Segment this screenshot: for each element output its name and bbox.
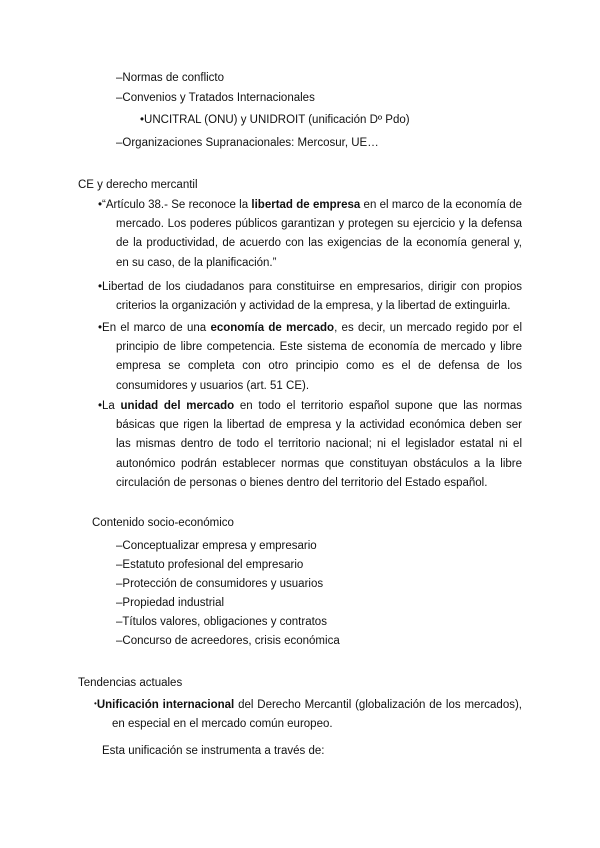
paragraph-article-38 <box>98 196 522 273</box>
paragraph-libertad <box>98 278 522 316</box>
emphasis: economía de mercado <box>210 322 335 334</box>
paragraph-text: •Libertad de los ciudadanos para constituirse en empresarios, dirigir con propios criterios la organización y actividad de la empresa, y la libertad de extinguirla. <box>98 281 522 313</box>
section-heading-tendencias: Tendencias actuales <box>78 677 183 689</box>
paragraph-text: del Derecho Mercantil (globalización de los mercados), en especial en el mercado común europeo. <box>112 699 522 731</box>
paragraph-text: •En el marco de una <box>98 322 211 334</box>
list-item: –Estatuto profesional del empresario <box>116 559 304 571</box>
list-item: –Conceptualizar empresa y empresario <box>116 540 317 552</box>
paragraph-text: , es decir, un mercado regido por el principio de libre competencia. Este sistema de economía de mercado y libre empresa se completa con otro principio como es el de defensa de los consumidores y usuarios (art. 51 CE). <box>116 322 522 392</box>
paragraph-unidad-mercado <box>98 397 522 493</box>
emphasis: Unificación internacional <box>96 699 235 711</box>
paragraph-text: en el marco de la economía de mercado. Los poderes públicos garantizan y protegen su ejercicio y la defensa de la productividad, de acuerdo con las exigencias de la economía general y, en su caso, de la planificación.” <box>116 199 522 269</box>
list-item: –Convenios y Tratados Internacionales <box>116 92 315 104</box>
section-heading-contenido: Contenido socio-económico <box>92 517 234 529</box>
list-subitem: •UNCITRAL (ONU) y UNIDROIT (unificación Dº Pdo) <box>140 114 410 126</box>
paragraph-note: Esta unificación se instrumenta a través de: <box>102 745 325 757</box>
paragraph-unificacion <box>94 694 522 734</box>
section-heading-ce: CE y derecho mercantil <box>78 179 198 191</box>
list-item: –Protección de consumidores y usuarios <box>116 578 324 590</box>
list-item: –Propiedad industrial <box>116 597 225 609</box>
bullet: • <box>94 699 97 708</box>
list-item: –Títulos valores, obligaciones y contratos <box>116 616 327 628</box>
paragraph-text: •“Artículo 38.- Se reconoce la <box>98 199 252 211</box>
paragraph-text: •La <box>98 400 121 412</box>
emphasis: unidad del mercado <box>120 400 235 412</box>
paragraph-text: en todo el territorio español supone que las normas básicas que rigen la libertad de empresa y la actividad económica deben ser las mismas dentro de todo el territorio nacional; ni el legislador estatal ni el autonómico podrán establecer normas que constituyan obstáculos a la libre circulación de personas o bienes dentro del territorio del Estado español. <box>116 400 522 489</box>
list-item: –Concurso de acreedores, crisis económica <box>116 635 340 647</box>
list-item: –Organizaciones Supranacionales: Mercosur, UE… <box>116 137 379 149</box>
paragraph-economia-mercado <box>98 319 522 396</box>
list-item: –Normas de conflicto <box>116 72 225 84</box>
emphasis: libertad de empresa <box>251 199 361 211</box>
